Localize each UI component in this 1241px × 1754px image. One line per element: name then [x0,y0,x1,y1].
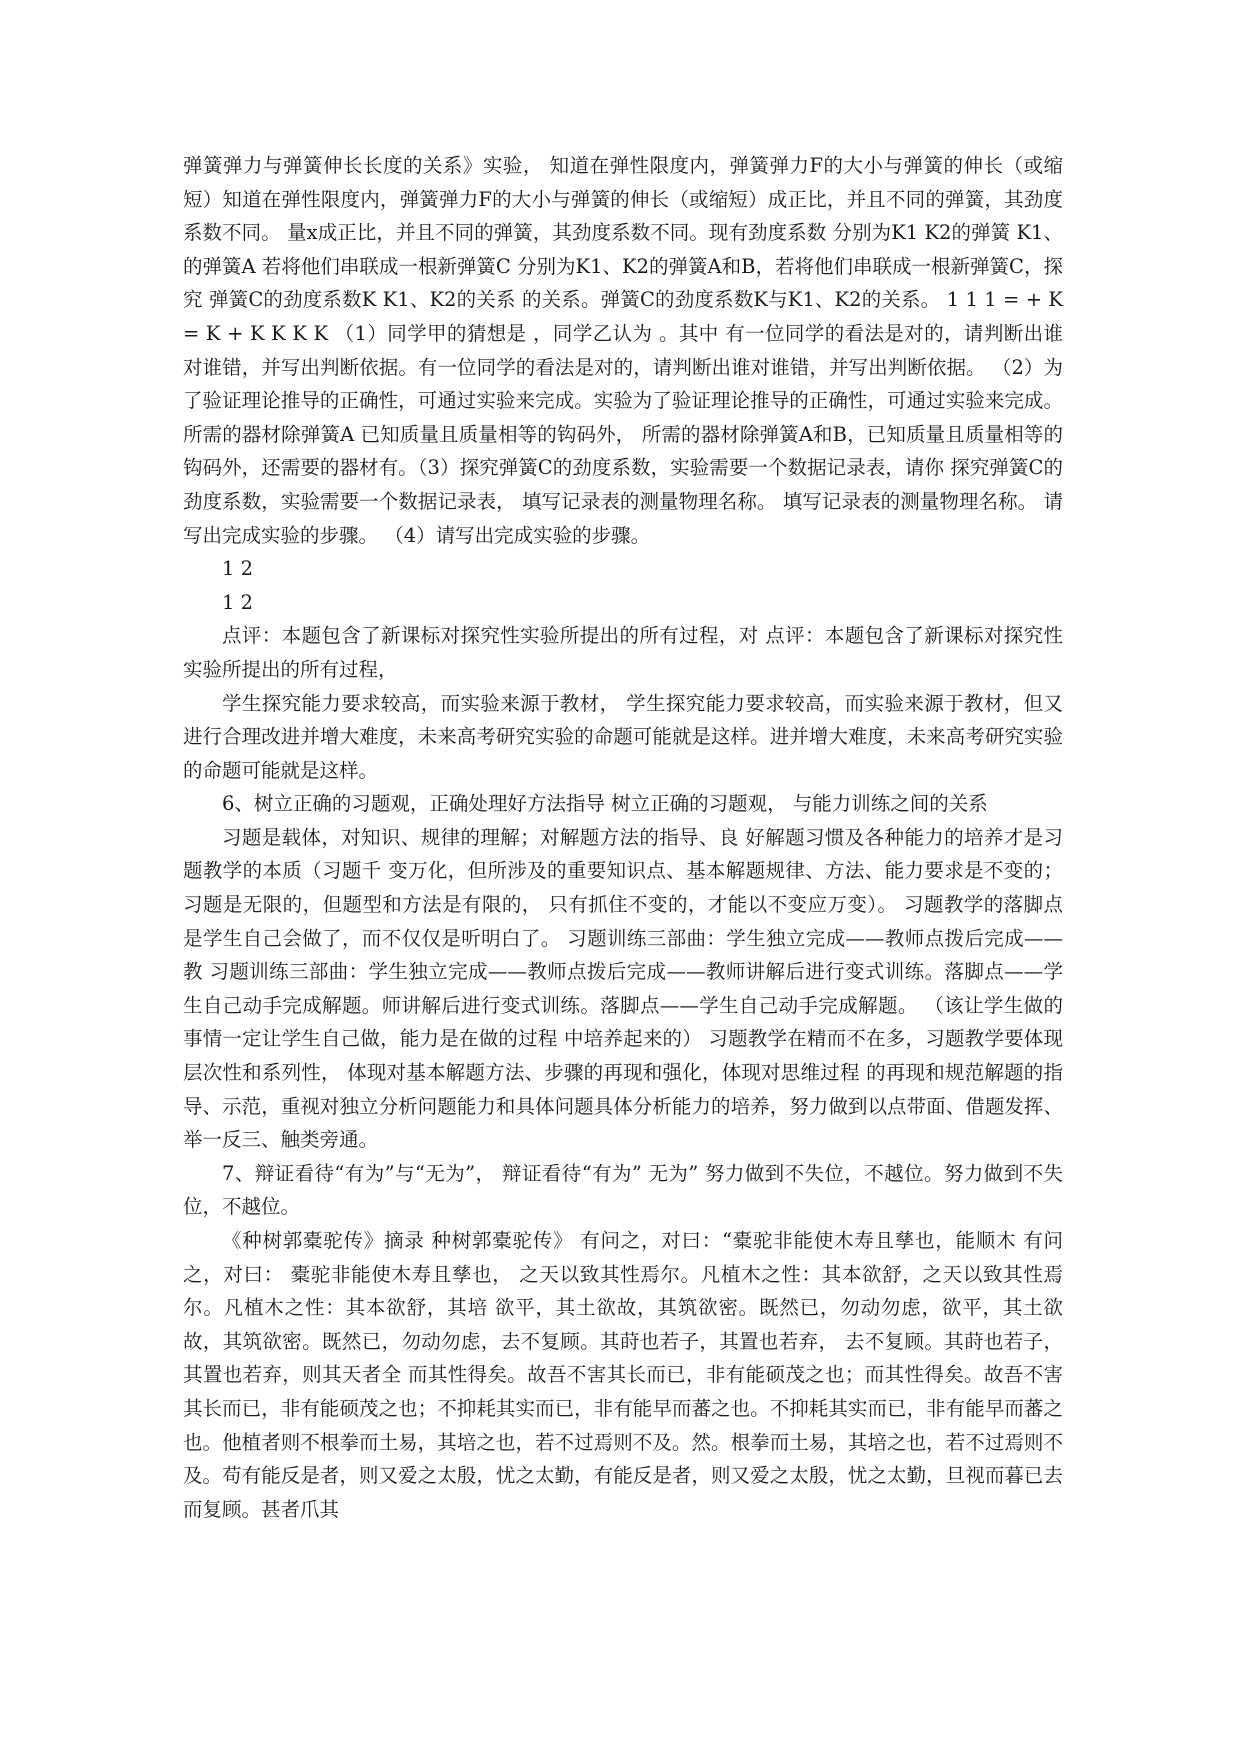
paragraph-student-ability: 学生探究能力要求较高，而实验来源于教材， 学生探究能力要求较高，而实验来源于教材，但又进行合理改进并增大难度，未来高考研究实验的命题可能就是这样。进并增大难度，未来高考研究实验的命题可能就是这样。 [183,691,1063,782]
heading-section-7: 7、辩证看待“有为”与“无为”， 辩证看待“有为” 无为” 努力做到不失位，不越位。努力做到不失位，不越位。 [183,1161,1063,1219]
heading-section-6: 6、树立正确的习题观，正确处理好方法指导 树立正确的习题观， 与能力训练之间的关系 [222,792,988,816]
paragraph-subscript-1: 1 2 [222,557,254,581]
paragraph-exercise-teaching: 习题是载体，对知识、规律的理解；对解题方法的指导、良 好解题习惯及各种能力的培养才是习题教学的本质（习题千 变万化，但所涉及的重要知识点、基本解题规律、方法、能力要求是不变的；习题是无限的，但题型和方法是有限的， 只有抓住不变的，才能以不变应万变）。 习题教学的落脚点是学生自己会做了，而不仅仅是听明白了。 习题训练三部曲：学生独立完成——教师点拨后完成——教 习题训练三部曲：学生独立完成——教师点拨后完成——教师讲解后进行变式训练。落脚点——学生自己动手完成解题。师讲解后进行变式训练。落脚点——学生自己动手完成解题。 （该让学生做的事情一定让学生自己做，能力是在做的过程 中培养起来的） 习题教学在精而不在多，习题教学要体现层次性和系列性， 体现对基本解题方法、步骤的再现和强化，体现对思维过程 的再现和规范解题的指导、示范，重视对独立分析问题能力和具体问题具体分析能力的培养，努力做到以点带面、借题发挥、举一反三、触类旁通。 [183,825,1063,1152]
paragraph-subscript-2: 1 2 [222,590,254,614]
paragraph-spring-experiment: 弹簧弹力与弹簧伸长长度的关系》实验， 知道在弹性限度内，弹簧弹力F的大小与弹簧的伸长（或缩短）知道在弹性限度内，弹簧弹力F的大小与弹簧的伸长（或缩短）成正比，并且不同的弹簧，其劲度系数不同。 量x成正比，并且不同的弹簧，其劲度系数不同。现有劲度系数 分别为K1 K2的弹簧 K1、 的弹簧A 若将他们串联成一根新弹簧C 分别为K1、K2的弹簧A和B，若将他们串联成一根新弹簧C，探究 弹簧C的劲度系数K K1、K2的关系 的关系。弹簧C的劲度系数K与K1、K2的关系。 1 1 1 = + K = K + K K K K （1）同学甲的猜想是 ，同学乙认为 。其中 有一位同学的看法是对的，请判断出谁对谁错，并写出判断依据。有一位同学的看法是对的，请判断出谁对谁错，并写出判断依据。 （2）为了验证理论推导的正确性，可通过实验来完成。实验为了验证理论推导的正确性，可通过实验来完成。所需的器材除弹簧A 已知质量且质量相等的钩码外， 所需的器材除弹簧A和B，已知质量且质量相等的钩码外，还需要的器材有。（3）探究弹簧C的劲度系数，实验需要一个数据记录表，请你 探究弹簧C的劲度系数，实验需要一个数据记录表， 填写记录表的测量物理名称。 填写记录表的测量物理名称。 请写出完成实验的步骤。 （4）请写出完成实验的步骤。 [183,154,1063,547]
document-body [183,149,1063,1526]
paragraph-classical-excerpt: 《种树郭橐驼传》摘录 种树郭橐驼传》 有问之，对曰：“橐驼非能使木寿且孳也，能顺木 有问之，对曰： 橐驼非能使木寿且孳也， 之天以致其性焉尔。凡植木之性：其本欲舒，之天以致其性焉尔。凡植木之性：其本欲舒，其培 欲平，其土欲故，其筑欲密。既然已，勿动勿虑，欲平，其土欲故，其筑欲密。既然已，勿动勿虑，去不复顾。其莳也若子，其置也若弃， 去不复顾。其莳也若子，其置也若弃，则其天者全 而其性得矣。故吾不害其长而已，非有能硕茂之也；而其性得矣。故吾不害其长而已，非有能硕茂之也；不抑耗其实而已，非有能早而蕃之也。不抑耗其实而已，非有能早而蕃之也。他植者则不根拳而土易，其培之也，若不过焉则不及。然。根拳而土易，其培之也，若不过焉则不及。苟有能反是者，则又爱之太殷，忧之太勤，有能反是者，则又爱之太殷，忧之太勤，旦视而暮已去而复顾。甚者爪其 [183,1229,1063,1521]
paragraph-comment: 点评：本题包含了新课标对探究性实验所提出的所有过程，对 点评：本题包含了新课标对探究性实验所提出的所有过程， [183,624,1063,681]
